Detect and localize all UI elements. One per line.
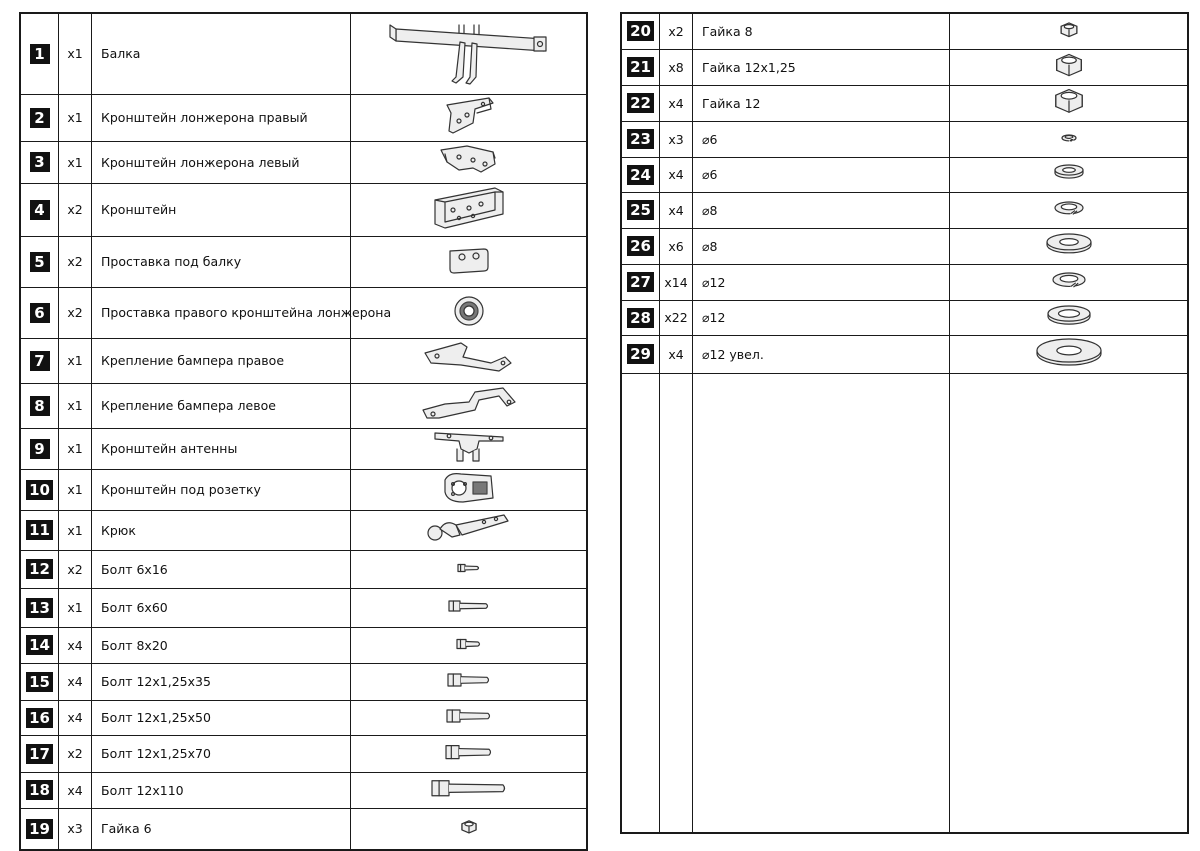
bolt-icon [448, 599, 490, 613]
flat-washer-icon [1045, 303, 1093, 328]
item-quantity: x8 [660, 49, 693, 85]
item-quantity: x1 [59, 469, 92, 510]
item-name: ⌀6 [693, 157, 950, 192]
table-row [20, 141, 587, 183]
item-illustration-cell [351, 627, 588, 663]
item-number-badge: 22 [627, 93, 654, 113]
item-name: ⌀6 [693, 121, 950, 157]
table-row [20, 735, 587, 772]
bolt-icon [456, 637, 482, 651]
item-name: Гайка 12 [693, 85, 950, 121]
flat-washer-icon [1044, 231, 1094, 257]
table-row [20, 510, 587, 550]
table-row [621, 264, 1188, 300]
item-quantity: x14 [660, 264, 693, 300]
item-illustration-cell [950, 121, 1189, 157]
item-quantity: x2 [59, 236, 92, 287]
bolt-icon [445, 745, 493, 759]
item-number-cell [621, 49, 660, 85]
item-number-badge: 18 [26, 780, 53, 800]
item-number-cell [621, 300, 660, 335]
item-illustration-cell [351, 772, 588, 808]
item-illustration-cell [351, 383, 588, 428]
item-name: Болт 12х110 [92, 772, 351, 808]
item-illustration-cell [351, 469, 588, 510]
item-illustration-cell [351, 338, 588, 383]
table-row [621, 192, 1188, 228]
table-row [20, 663, 587, 700]
bumper-mount-icon [421, 339, 516, 379]
item-name: Гайка 6 [92, 808, 351, 850]
table-row [20, 808, 587, 850]
item-number-cell [20, 141, 59, 183]
item-quantity: x1 [59, 141, 92, 183]
item-number-badge: 25 [627, 200, 654, 220]
item-name: Крюк [92, 510, 351, 550]
item-quantity: x22 [660, 300, 693, 335]
table-row [20, 469, 587, 510]
item-name: Болт 6х16 [92, 550, 351, 588]
spring-washer-icon [1050, 269, 1088, 290]
item-number-badge: 14 [26, 635, 53, 655]
item-number-badge: 15 [26, 672, 53, 692]
item-name: Проставка под балку [92, 236, 351, 287]
item-quantity: x4 [660, 157, 693, 192]
item-number-cell [20, 13, 59, 94]
item-name: Кронштейн [92, 183, 351, 236]
item-illustration-cell [351, 428, 588, 469]
item-illustration-cell [950, 157, 1189, 192]
item-quantity: x2 [59, 183, 92, 236]
item-number-cell [621, 157, 660, 192]
item-illustration-cell [950, 228, 1189, 264]
spacer-plate-icon [444, 245, 494, 275]
table-row [20, 700, 587, 735]
item-number-badge: 17 [26, 744, 53, 764]
left-bracket-icon [437, 142, 501, 178]
item-number-cell [20, 663, 59, 700]
item-number-cell [20, 383, 59, 428]
item-number-badge: 9 [30, 439, 50, 459]
item-number-badge: 10 [26, 480, 53, 500]
item-illustration-cell [351, 663, 588, 700]
table-row [621, 121, 1188, 157]
item-quantity: x2 [660, 13, 693, 49]
spacer-bushing-icon [451, 293, 487, 329]
item-number-cell [20, 550, 59, 588]
item-number-cell [20, 772, 59, 808]
item-number-badge: 29 [627, 344, 654, 364]
item-number-cell [20, 428, 59, 469]
item-illustration-cell [351, 236, 588, 287]
flat-washer-icon [1052, 162, 1086, 182]
item-illustration-cell [351, 141, 588, 183]
table-row [621, 300, 1188, 335]
nut-icon [459, 818, 479, 836]
bolt-icon [447, 673, 491, 687]
table-row [20, 772, 587, 808]
item-number-badge: 19 [26, 819, 53, 839]
item-illustration-cell [351, 94, 588, 141]
item-illustration-cell [351, 588, 588, 627]
nut-icon [1058, 20, 1080, 39]
item-name: ⌀12 [693, 264, 950, 300]
large-washer-icon [1034, 336, 1104, 369]
item-illustration-cell [950, 300, 1189, 335]
item-number-badge: 28 [627, 308, 654, 328]
item-quantity: x1 [59, 338, 92, 383]
item-quantity: x2 [59, 287, 92, 338]
item-number-badge: 7 [30, 351, 50, 371]
item-illustration-cell [351, 510, 588, 550]
item-number-badge: 4 [30, 200, 50, 220]
item-quantity: x1 [59, 94, 92, 141]
item-number-cell [621, 228, 660, 264]
item-number-cell [20, 183, 59, 236]
item-number-cell [20, 287, 59, 338]
item-number-badge: 11 [26, 520, 53, 540]
item-name: Крепление бампера правое [92, 338, 351, 383]
socket-bracket-icon [439, 470, 499, 506]
item-number-cell [20, 469, 59, 510]
bracket-icon [429, 184, 509, 232]
item-number-cell [621, 121, 660, 157]
item-number-cell [621, 192, 660, 228]
empty-row [621, 373, 1188, 833]
item-number-cell [621, 335, 660, 373]
spring-washer-icon [1052, 198, 1086, 218]
item-number-badge: 13 [26, 598, 53, 618]
item-number-badge: 1 [30, 44, 50, 64]
item-name: ⌀12 увел. [693, 335, 950, 373]
parts-table-left [19, 12, 588, 851]
nut-icon [1052, 86, 1086, 116]
item-name: Болт 8х20 [92, 627, 351, 663]
item-number-cell [20, 236, 59, 287]
item-quantity: x1 [59, 510, 92, 550]
tow-beam-icon [384, 17, 554, 87]
item-name: ⌀12 [693, 300, 950, 335]
item-number-badge: 3 [30, 152, 50, 172]
item-number-badge: 27 [627, 272, 654, 292]
item-quantity: x4 [660, 335, 693, 373]
item-number-cell [621, 85, 660, 121]
item-illustration-cell [950, 85, 1189, 121]
item-illustration-cell [351, 13, 588, 94]
table-row [621, 335, 1188, 373]
item-quantity: x1 [59, 383, 92, 428]
item-illustration-cell [351, 808, 588, 850]
item-quantity: x4 [59, 627, 92, 663]
item-number-cell [20, 627, 59, 663]
item-number-badge: 6 [30, 303, 50, 323]
item-number-badge: 24 [627, 165, 654, 185]
item-name: Гайка 8 [693, 13, 950, 49]
table-row [20, 338, 587, 383]
table-row [20, 550, 587, 588]
item-number-badge: 5 [30, 252, 50, 272]
item-name: Кронштейн антенны [92, 428, 351, 469]
item-number-cell [20, 338, 59, 383]
item-name: Болт 12х1,25х70 [92, 735, 351, 772]
spring-washer-icon [1059, 131, 1079, 145]
item-number-cell [20, 510, 59, 550]
item-number-badge: 2 [30, 108, 50, 128]
item-illustration-cell [351, 550, 588, 588]
table-row [20, 588, 587, 627]
item-illustration-cell [950, 192, 1189, 228]
item-illustration-cell [950, 335, 1189, 373]
item-name: Кронштейн лонжерона правый [92, 94, 351, 141]
item-quantity: x4 [660, 192, 693, 228]
item-number-cell [20, 700, 59, 735]
bolt-icon [457, 561, 481, 575]
item-name: Кронштейн под розетку [92, 469, 351, 510]
item-number-badge: 20 [627, 21, 654, 41]
parts-table-right [620, 12, 1189, 834]
table-row [621, 157, 1188, 192]
item-name: Балка [92, 13, 351, 94]
item-quantity: x1 [59, 428, 92, 469]
item-number-cell [20, 94, 59, 141]
table-row [20, 287, 587, 338]
table-row [20, 183, 587, 236]
item-quantity: x4 [59, 700, 92, 735]
item-quantity: x6 [660, 228, 693, 264]
table-row [621, 85, 1188, 121]
item-quantity: x3 [59, 808, 92, 850]
item-name: Болт 12х1,25х35 [92, 663, 351, 700]
table-row [621, 49, 1188, 85]
item-illustration-cell [950, 49, 1189, 85]
table-row [20, 94, 587, 141]
antenna-bracket-icon [429, 429, 509, 465]
item-illustration-cell [351, 735, 588, 772]
table-row [621, 228, 1188, 264]
table-row [621, 13, 1188, 49]
table-row [20, 13, 587, 94]
item-number-cell [621, 13, 660, 49]
nut-icon [1053, 51, 1085, 79]
bolt-icon [446, 709, 492, 723]
table-row [20, 428, 587, 469]
right-bracket-icon [439, 95, 499, 137]
item-name: Проставка правого кронштейна лонжерона [92, 287, 351, 338]
table-row [20, 383, 587, 428]
item-illustration-cell [950, 264, 1189, 300]
item-illustration-cell [351, 183, 588, 236]
item-name: Болт 6х60 [92, 588, 351, 627]
item-quantity: x1 [59, 13, 92, 94]
bumper-mount-icon [419, 384, 519, 424]
item-quantity: x4 [660, 85, 693, 121]
item-number-cell [20, 735, 59, 772]
item-number-badge: 12 [26, 559, 53, 579]
item-name: ⌀8 [693, 192, 950, 228]
item-number-badge: 21 [627, 57, 654, 77]
item-quantity: x4 [59, 772, 92, 808]
tow-hook-icon [424, 511, 514, 545]
item-illustration-cell [950, 13, 1189, 49]
item-number-badge: 16 [26, 708, 53, 728]
item-number-badge: 8 [30, 396, 50, 416]
item-quantity: x4 [59, 663, 92, 700]
item-number-cell [20, 588, 59, 627]
item-name: ⌀8 [693, 228, 950, 264]
table-row [20, 627, 587, 663]
item-quantity: x2 [59, 735, 92, 772]
item-quantity: x1 [59, 588, 92, 627]
item-number-badge: 26 [627, 236, 654, 256]
item-number-cell [20, 808, 59, 850]
item-illustration-cell [351, 700, 588, 735]
item-quantity: x3 [660, 121, 693, 157]
item-name: Кронштейн лонжерона левый [92, 141, 351, 183]
table-row [20, 236, 587, 287]
item-name: Болт 12х1,25х50 [92, 700, 351, 735]
item-quantity: x2 [59, 550, 92, 588]
item-name: Крепление бампера левое [92, 383, 351, 428]
item-name: Гайка 12х1,25 [693, 49, 950, 85]
bolt-icon [431, 780, 507, 797]
item-number-badge: 23 [627, 129, 654, 149]
item-number-cell [621, 264, 660, 300]
